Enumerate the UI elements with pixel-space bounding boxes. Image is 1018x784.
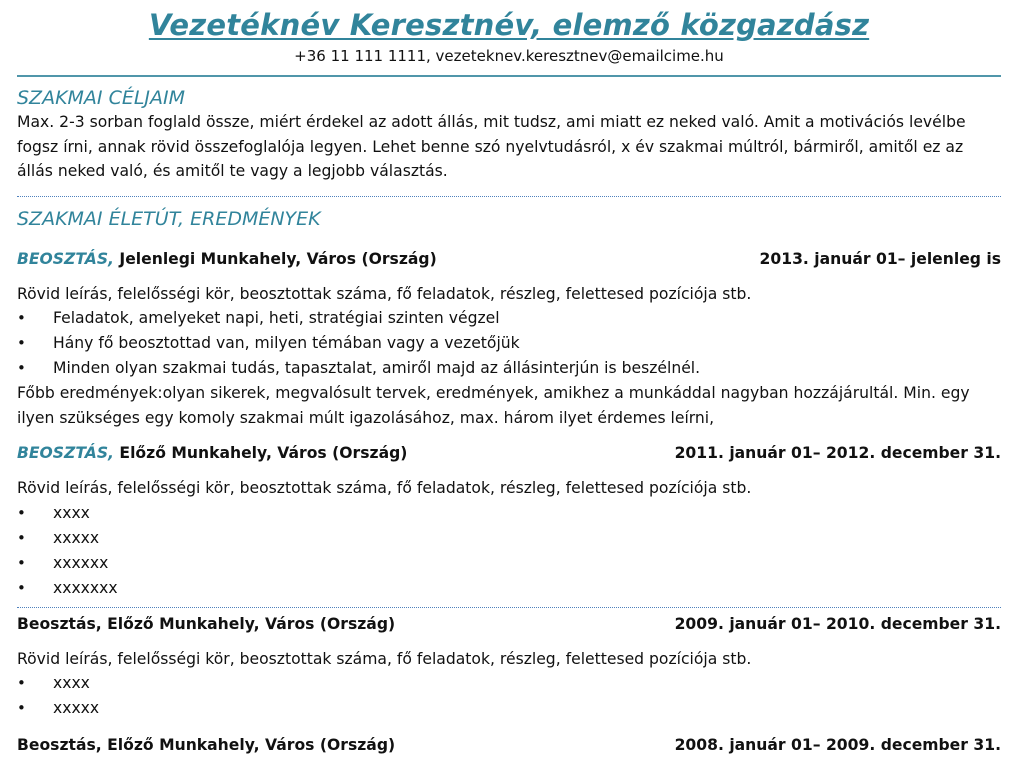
list-item: • xxxxxxx — [17, 576, 1001, 601]
bullet-icon: • — [17, 309, 26, 327]
job-3-heading: Beosztás, Előző Munkahely, Város (Ország) — [17, 614, 396, 633]
job-2-position: BEOSZTÁS, — [17, 444, 114, 462]
job-1-position: BEOSZTÁS, — [17, 249, 114, 268]
list-item: • xxxx — [17, 671, 1001, 696]
resume-page — [17, 0, 1001, 757]
job-1-bullets — [17, 306, 1001, 381]
contact-line: +36 11 111 1111, vezeteknev.keresztnev@emailcime.hu — [294, 47, 724, 65]
job-3-desc: Rövid leírás, felelősségi kör, beosztottak száma, fő feladatok, részleg, felettesed pozíciója stb. — [17, 649, 752, 668]
job-2-date: 2011. január 01– 2012. december 31. — [674, 444, 1001, 462]
job-1-results: Főbb eredmények:olyan sikerek, megvalósult tervek, eredmények, amikhez a munkáddal nagyban hozzájárultál. Min. egy ilyen szükséges egy komoly szakmai múlt igazolásához, max. három ilyet érdemes leírni, — [17, 384, 970, 427]
job-3-header — [17, 612, 1001, 636]
bullet-icon: • — [17, 553, 26, 572]
job-2-header — [17, 441, 1001, 465]
list-item: • Minden olyan szakmai tudás, tapasztalat, amiről majd az állásinterjún is beszélnél. — [17, 356, 1001, 381]
bullet-icon: • — [17, 674, 26, 692]
list-item: • xxxxx — [17, 696, 1001, 721]
goals-text: Max. 2-3 sorban foglald össze, miért érdekel az adott állás, mit tudsz, ami miatt ez neked való. Amit a motivációs levélbe fogsz írni, annak rövid összefoglalója legyen. Lehet benne szó nyelvtudásról, x év szakmai múltról, bármiről, amitől ez az állás neked való, és amitől te vagy a legjobb választás. — [17, 113, 966, 180]
list-item: • Hány fő beosztottad van, milyen témában vagy a vezetőjük — [17, 331, 1001, 356]
bullet-icon: • — [17, 359, 26, 377]
bullet-icon: • — [17, 699, 26, 717]
job-4-header — [17, 733, 1001, 757]
job-4-heading: Beosztás, Előző Munkahely, Város (Ország) — [17, 736, 396, 754]
job-2-org: Előző Munkahely, Város (Ország) — [119, 444, 408, 462]
bullet-icon: • — [17, 528, 26, 547]
job-1-date: 2013. január 01– jelenleg is — [759, 249, 1001, 268]
job-1-org: Jelenlegi Munkahely, Város (Ország) — [119, 249, 437, 268]
list-item: • xxxxxx — [17, 551, 1001, 576]
job-3-date: 2009. január 01– 2010. december 31. — [674, 614, 1001, 633]
list-item: • xxxx — [17, 501, 1001, 526]
bullet-icon: • — [17, 578, 26, 597]
job-4-date: 2008. január 01– 2009. december 31. — [674, 736, 1001, 754]
job-2-bullets — [17, 501, 1001, 601]
list-item: • Feladatok, amelyeket napi, heti, stratégiai szinten végzel — [17, 306, 1001, 331]
resume-title: Vezetéknév Keresztnév, elemző közgazdász — [148, 8, 870, 42]
career-heading: SZAKMAI ÉLETÚT, EREDMÉNYEK — [17, 207, 321, 230]
bullet-icon: • — [17, 334, 26, 352]
job-2-desc: Rövid leírás, felelősségi kör, beosztottak száma, fő feladatok, részleg, felettesed pozíciója stb. — [17, 479, 752, 497]
list-item: • xxxxx — [17, 526, 1001, 551]
job-3-bullets — [17, 671, 1001, 721]
header-divider — [17, 75, 1001, 77]
bullet-icon: • — [17, 503, 26, 522]
goals-heading: SZAKMAI CÉLJAIM — [17, 87, 186, 109]
job-1-header — [17, 247, 1001, 271]
job-1-desc: Rövid leírás, felelősségi kör, beosztottak száma, fő feladatok, részleg, felettesed pozíciója stb. — [17, 284, 752, 303]
